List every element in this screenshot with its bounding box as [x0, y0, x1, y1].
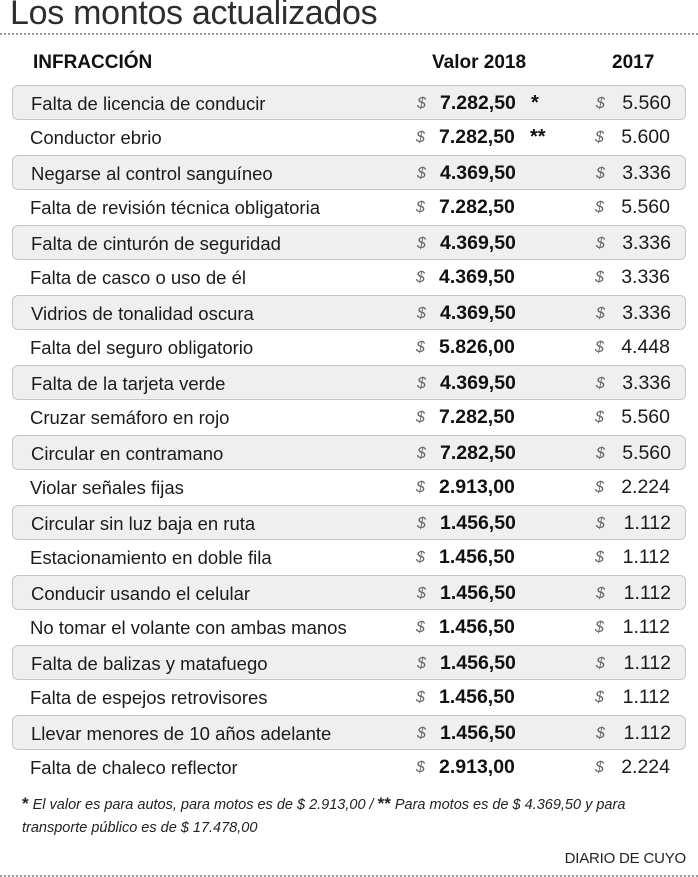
- infraction-name: Falta de revisión técnica obligatoria: [30, 197, 320, 218]
- infraction-name: Cruzar semáforo en rojo: [30, 407, 230, 428]
- currency-symbol-2017: $: [595, 619, 604, 636]
- currency-symbol-2018: $: [417, 305, 426, 322]
- currency-symbol-2017: $: [596, 725, 605, 742]
- infraction-name: Falta de cinturón de seguridad: [31, 233, 281, 254]
- value-2017: 5.560: [622, 92, 671, 114]
- currency-symbol-2018: $: [417, 655, 426, 672]
- value-2017: 2.224: [621, 756, 670, 778]
- value-2018: 4.369,50: [440, 372, 516, 394]
- table-row: [12, 85, 686, 120]
- table-row: [12, 365, 686, 400]
- currency-symbol-2018: $: [416, 339, 425, 356]
- currency-symbol-2017: $: [595, 339, 604, 356]
- page-title: Los montos actualizados: [10, 0, 378, 32]
- value-2018: 7.282,50: [440, 442, 516, 464]
- infraction-name: Conducir usando el celular: [31, 583, 251, 604]
- value-2018: 1.456,50: [439, 686, 515, 708]
- value-2017: 1.112: [623, 652, 671, 674]
- table-row: [12, 260, 686, 295]
- currency-symbol-2018: $: [416, 759, 425, 776]
- footnote-marker: *: [531, 92, 539, 114]
- infraction-name: Circular sin luz baja en ruta: [31, 513, 256, 534]
- column-header-value-2017: 2017: [612, 52, 655, 73]
- currency-symbol-2018: $: [416, 549, 425, 566]
- currency-symbol-2018: $: [417, 725, 426, 742]
- footnote: [22, 792, 682, 840]
- value-2018: 4.369,50: [439, 266, 515, 288]
- currency-symbol-2017: $: [596, 655, 605, 672]
- footnote-mark-single: *: [22, 794, 29, 813]
- value-2018: 1.456,50: [440, 512, 516, 534]
- currency-symbol-2017: $: [595, 199, 604, 216]
- infraction-name: No tomar el volante con ambas manos: [30, 617, 347, 638]
- value-2017: 1.112: [623, 722, 671, 744]
- currency-symbol-2017: $: [596, 445, 605, 462]
- currency-symbol-2018: $: [416, 129, 425, 146]
- currency-symbol-2018: $: [416, 619, 425, 636]
- table-row: [12, 295, 686, 330]
- currency-symbol-2017: $: [595, 269, 604, 286]
- currency-symbol-2018: $: [416, 479, 425, 496]
- value-2017: 5.560: [621, 196, 670, 218]
- currency-symbol-2018: $: [417, 585, 426, 602]
- currency-symbol-2017: $: [596, 305, 605, 322]
- value-2017: 1.112: [622, 546, 670, 568]
- infraction-name: Falta de casco o uso de él: [30, 267, 246, 288]
- value-2018: 7.282,50: [439, 126, 515, 148]
- currency-symbol-2017: $: [596, 165, 605, 182]
- currency-symbol-2018: $: [416, 199, 425, 216]
- infraction-name: Negarse al control sanguíneo: [31, 163, 273, 184]
- value-2018: 5.826,00: [439, 336, 515, 358]
- currency-symbol-2017: $: [595, 549, 604, 566]
- table-row: [12, 435, 686, 470]
- value-2018: 1.456,50: [439, 546, 515, 568]
- value-2018: 7.282,50: [439, 196, 515, 218]
- footnote-mark-double: **: [377, 794, 391, 813]
- value-2017: 3.336: [622, 372, 671, 394]
- table-row: [12, 400, 686, 435]
- value-2018: 1.456,50: [440, 582, 516, 604]
- infraction-name: Falta de balizas y matafuego: [31, 653, 268, 674]
- value-2018: 7.282,50: [439, 406, 515, 428]
- currency-symbol-2018: $: [416, 409, 425, 426]
- table-row: [12, 540, 686, 575]
- table-row: [12, 190, 686, 225]
- value-2017: 2.224: [621, 476, 670, 498]
- table-row: [12, 330, 686, 365]
- table-row: [12, 610, 686, 645]
- currency-symbol-2018: $: [417, 235, 426, 252]
- footnote-text-double: Para motos es de $ 4.369,50 y para transporte público es de $ 17.478,00: [22, 797, 626, 836]
- currency-symbol-2017: $: [595, 129, 604, 146]
- footnote-text-single: El valor es para autos, para motos es de $ 2.913,00 /: [32, 797, 374, 813]
- source-credit: DIARIO DE CUYO: [564, 850, 686, 867]
- infraction-name: Falta del seguro obligatorio: [30, 337, 254, 358]
- value-2018: 1.456,50: [439, 616, 515, 638]
- fines-table: [0, 85, 698, 785]
- currency-symbol-2018: $: [416, 269, 425, 286]
- value-2017: 5.560: [622, 442, 671, 464]
- currency-symbol-2017: $: [595, 689, 604, 706]
- value-2017: 3.336: [622, 302, 671, 324]
- currency-symbol-2017: $: [596, 515, 605, 532]
- value-2017: 3.336: [621, 266, 670, 288]
- currency-symbol-2017: $: [595, 409, 604, 426]
- value-2018: 4.369,50: [440, 162, 516, 184]
- infraction-name: Falta de la tarjeta verde: [31, 373, 226, 394]
- infraction-name: Vidrios de tonalidad oscura: [31, 303, 254, 324]
- value-2017: 1.112: [622, 686, 670, 708]
- currency-symbol-2018: $: [417, 95, 426, 112]
- table-row: [12, 680, 686, 715]
- currency-symbol-2018: $: [417, 375, 426, 392]
- currency-symbol-2017: $: [596, 375, 605, 392]
- currency-symbol-2018: $: [416, 689, 425, 706]
- table-row: [12, 470, 686, 505]
- value-2018: 2.913,00: [439, 476, 515, 498]
- table-row: [12, 120, 686, 155]
- table-row: [12, 505, 686, 540]
- column-header-value-2018: Valor 2018: [432, 52, 527, 73]
- infraction-name: Estacionamiento en doble fila: [30, 547, 272, 568]
- value-2017: 1.112: [623, 512, 671, 534]
- currency-symbol-2017: $: [596, 585, 605, 602]
- infraction-name: Conductor ebrio: [30, 127, 162, 148]
- currency-symbol-2018: $: [417, 445, 426, 462]
- infraction-name: Circular en contramano: [31, 443, 224, 464]
- infraction-name: Falta de licencia de conducir: [31, 93, 266, 114]
- value-2017: 3.336: [622, 162, 671, 184]
- value-2017: 5.560: [621, 406, 670, 428]
- table-row: [12, 750, 686, 785]
- column-header-infraction: INFRACCIÓN: [33, 52, 153, 73]
- value-2018: 4.369,50: [440, 232, 516, 254]
- currency-symbol-2018: $: [417, 515, 426, 532]
- infraction-name: Falta de espejos retrovisores: [30, 687, 268, 708]
- currency-symbol-2017: $: [596, 235, 605, 252]
- top-dotted-divider: [0, 33, 698, 35]
- table-row: [12, 645, 686, 680]
- value-2017: 5.600: [621, 126, 670, 148]
- currency-symbol-2017: $: [595, 479, 604, 496]
- table-row: [12, 715, 686, 750]
- table-row: [12, 575, 686, 610]
- table-row: [12, 155, 686, 190]
- footnote-marker: **: [530, 126, 546, 148]
- value-2018: 1.456,50: [440, 652, 516, 674]
- value-2017: 1.112: [622, 616, 670, 638]
- infraction-name: Llevar menores de 10 años adelante: [31, 723, 332, 744]
- infraction-name: Violar señales fijas: [30, 477, 184, 498]
- currency-symbol-2017: $: [595, 759, 604, 776]
- currency-symbol-2018: $: [417, 165, 426, 182]
- value-2017: 4.448: [621, 336, 670, 358]
- table-row: [12, 225, 686, 260]
- currency-symbol-2017: $: [596, 95, 605, 112]
- value-2017: 3.336: [622, 232, 671, 254]
- infraction-name: Falta de chaleco reflector: [30, 757, 238, 778]
- value-2018: 1.456,50: [440, 722, 516, 744]
- value-2018: 7.282,50: [440, 92, 516, 114]
- value-2018: 2.913,00: [439, 756, 515, 778]
- value-2017: 1.112: [623, 582, 671, 604]
- value-2018: 4.369,50: [440, 302, 516, 324]
